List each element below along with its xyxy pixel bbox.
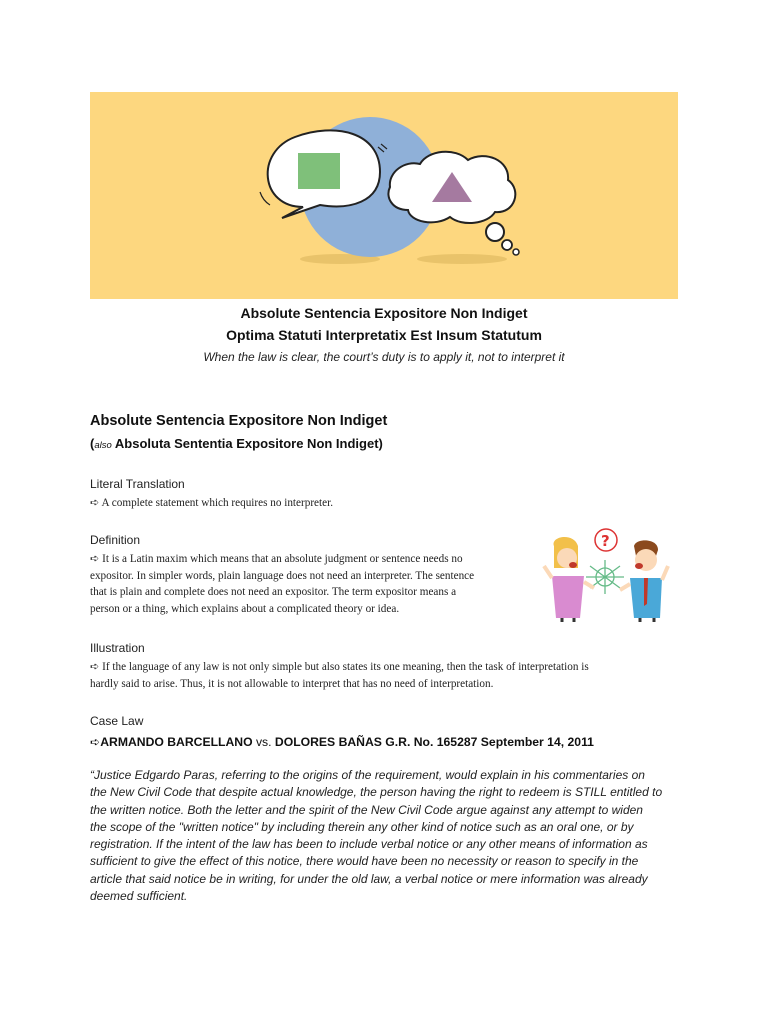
subheading-also: also (94, 440, 112, 451)
document-title: Absolute Sentencia Expositore Non Indiget (240, 305, 528, 321)
section-heading: Absolute Sentencia Expositore Non Indiget (90, 413, 388, 429)
banner-image (90, 92, 678, 299)
quote-line: the New Civil Code that despite actual knowledge, the person having the right to redeem is STILL entitled to (90, 785, 663, 800)
case-quote (90, 767, 680, 905)
tagline: When the law is clear, the court’s duty is to apply it, not to interpret it (203, 350, 565, 364)
illustration-label: Illustration (90, 641, 145, 655)
svg-text:?: ? (601, 532, 610, 550)
illustration-text (90, 659, 690, 692)
quote-line: sufficient to give the effect of this notice, there would have been no necessity or reason to specify in the (90, 854, 639, 869)
quote-line: deemed sufficient. (90, 889, 188, 904)
quote-line: “Justice Edgardo Paras, referring to the origins of the requirement, would explain in his commentaries on (90, 768, 645, 782)
arrow-icon: ➪ (90, 735, 101, 749)
section-subheading (90, 436, 383, 451)
quote-line: the written notice. Both the letter and the spirit of the New Civil Code argue against any attempt to widen (90, 802, 643, 817)
case-vs: vs. (252, 735, 275, 749)
definition-text (90, 551, 530, 617)
subheading-text: Absoluta Sententia Expositore Non Indiget) (111, 436, 383, 451)
quote-line: the scope of the "written notice" by including therein any other kind of notice such as an oral one, or by (90, 819, 634, 834)
quote-line: article that said notice be in writing, for under the old law, a verbal notice or mere information was already (90, 871, 648, 886)
case-citation (90, 735, 594, 749)
case-party-2: DOLORES BAÑAS G.R. No. 165287 September 14, 2011 (274, 735, 594, 749)
definition-label: Definition (90, 533, 141, 547)
definition-line: that is plain and complete does not need an expositor. The term expositor means a (90, 586, 457, 598)
arguing-people-illustration-icon (540, 526, 672, 627)
definition-line: ➪ It is a Latin maxim which means that an absolute judgment or sentence needs no (90, 553, 463, 565)
literal-translation-label: Literal Translation (90, 477, 185, 491)
subheading-open: ( (90, 436, 95, 451)
illustration-line: ➪ If the language of any law is not only simple but also states its one meaning, then the task of interpretation is (90, 661, 589, 673)
definition-line: expositor. In simpler words, plain language does not need an interpreter. The sentence (90, 569, 475, 582)
thought-bubbles-illustration-icon (90, 92, 678, 299)
case-law-label: Case Law (90, 714, 144, 728)
literal-translation-text: ➪ A complete statement which requires no interpreter. (90, 497, 333, 509)
illustration-line: hardly said to arise. Thus, it is not allowable to interpret that has no need of interpretation. (90, 677, 494, 690)
quote-line: registration. If the intent of the law has been to include verbal notice or any other means of information as (90, 837, 648, 852)
document-subtitle: Optima Statuti Interpretatix Est Insum Statutum (226, 327, 542, 343)
case-party-1: ARMANDO BARCELLANO (100, 735, 253, 749)
definition-line: person or a thing, which explains about a complicated theory or idea. (90, 602, 400, 615)
